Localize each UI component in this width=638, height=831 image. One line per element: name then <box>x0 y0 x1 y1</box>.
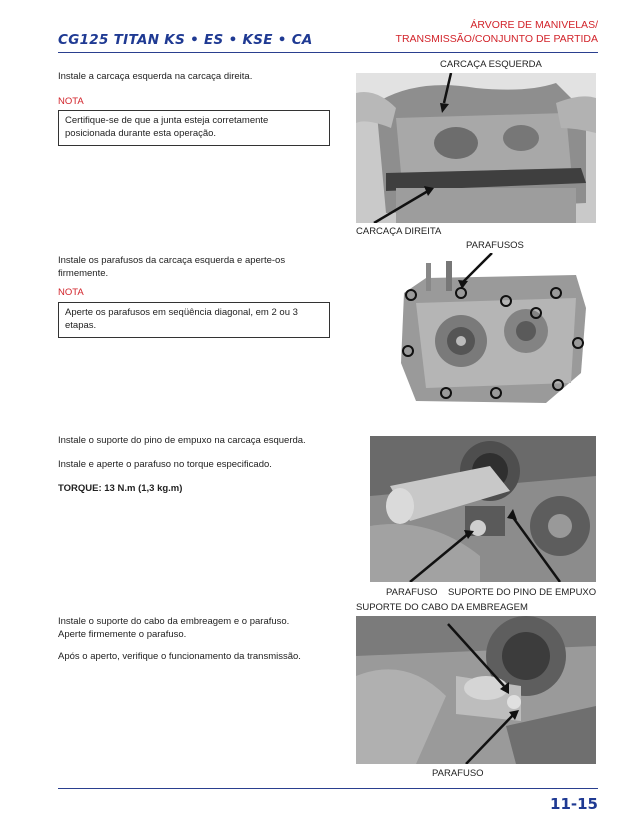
caption-suporte-pino-empuxo: SUPORTE DO PINO DE EMPUXO <box>448 587 597 598</box>
section-title-line1: ÁRVORE DE MANIVELAS/ <box>470 19 598 31</box>
step2-note-line1: Aperte os parafusos em seqüência diagonal, em 2 ou 3 <box>65 307 298 318</box>
step3-instruction1: Instale o suporte do pino de empuxo na carcaça esquerda. <box>58 435 306 446</box>
section-title <box>396 18 598 46</box>
caption-carcaca-direita: CARCAÇA DIREITA <box>356 226 442 237</box>
header-rule <box>58 52 598 53</box>
step2-note-box <box>58 302 330 338</box>
photo-crankcase-assembly <box>356 73 596 223</box>
step3-instruction2: Instale e aperte o parafuso no torque especificado. <box>58 459 272 470</box>
step2-nota-label: NOTA <box>58 287 84 298</box>
caption-parafuso-step4: PARAFUSO <box>432 768 484 779</box>
page-number: 11-15 <box>550 795 598 813</box>
footer-rule <box>58 788 598 789</box>
photo-thrust-pin-holder <box>370 436 596 582</box>
step1-instruction: Instale a carcaça esquerda na carcaça direita. <box>58 71 253 82</box>
step4-instruction <box>58 615 289 641</box>
caption-carcaca-esquerda: CARCAÇA ESQUERDA <box>440 59 542 70</box>
step4-instruction-line1: Instale o suporte do cabo da embreagem e o parafuso. <box>58 616 290 627</box>
caption-parafusos: PARAFUSOS <box>466 240 524 251</box>
caption-parafuso-step3: PARAFUSO <box>386 587 438 598</box>
step2-instruction-line1: Instale os parafusos da carcaça esquerda e aperte-os <box>58 255 286 266</box>
model-title: CG125 TITAN KS • ES • KSE • CA <box>58 32 313 48</box>
photo-crankcase-bolts <box>386 253 596 411</box>
step2-instruction <box>58 254 285 280</box>
photo-clutch-cable-holder <box>356 616 596 764</box>
step1-note-box <box>58 110 330 146</box>
step2-instruction-line2: firmemente. <box>58 268 109 279</box>
step1-note-line2: posicionada durante esta operação. <box>65 127 217 139</box>
caption-suporte-cabo-embreagem: SUPORTE DO CABO DA EMBREAGEM <box>356 602 528 613</box>
step1-note-line1: Certifique-se de que a junta esteja corretamente <box>65 115 269 126</box>
section-title-line2: TRANSMISSÃO/CONJUNTO DE PARTIDA <box>395 33 598 45</box>
step2-note-line2: etapas. <box>65 319 97 331</box>
step1-nota-label: NOTA <box>58 96 84 107</box>
step3-torque: TORQUE: 13 N.m (1,3 kg.m) <box>58 483 183 494</box>
step4-instruction3: Após o aperto, verifique o funcionamento da transmissão. <box>58 651 301 662</box>
step4-instruction-line2: Aperte firmemente o parafuso. <box>58 629 187 640</box>
